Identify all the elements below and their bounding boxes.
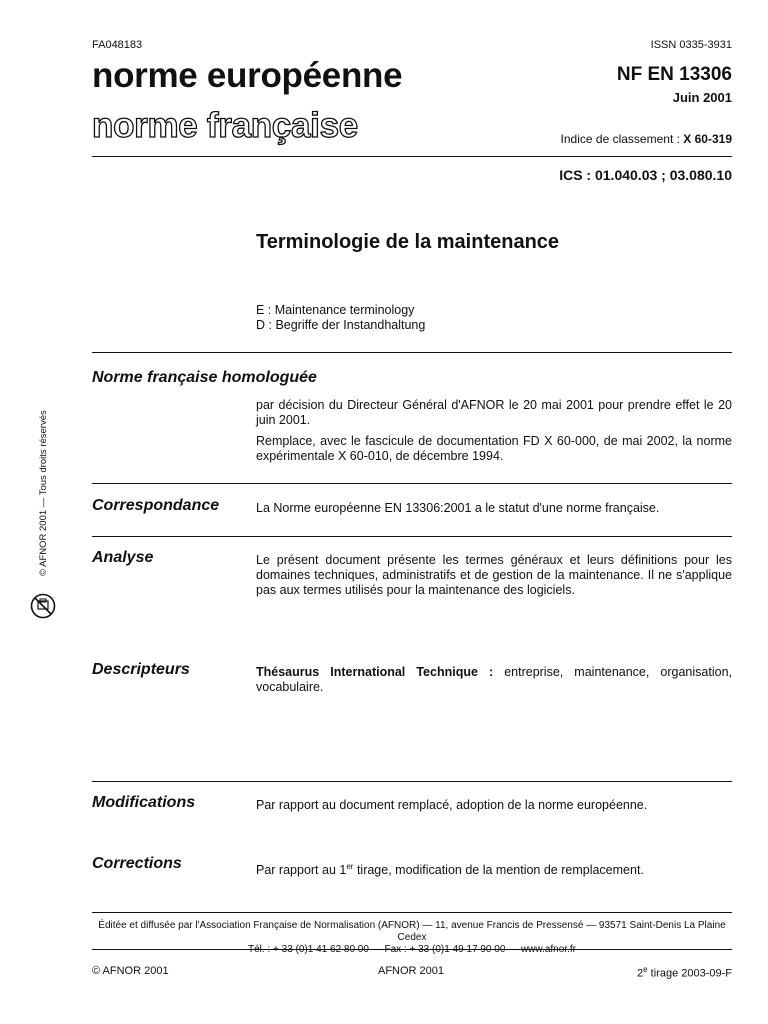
corrections-superscript: er — [346, 862, 354, 871]
descripteurs-values: entreprise, maintenance, organisation, vocabulaire. — [256, 665, 732, 694]
document-reference: FA048183 — [92, 39, 143, 51]
footer-publisher: AFNOR 2001 — [378, 965, 445, 977]
header-rule — [92, 156, 732, 157]
classification-index-value: X 60-319 — [683, 132, 732, 146]
footer-rule — [92, 912, 732, 913]
vertical-copyright-text: © AFNOR 2001 — Tous droits réservés — [38, 410, 49, 576]
section-rule — [92, 536, 732, 537]
translation-english: E : Maintenance terminology — [256, 303, 415, 317]
homologuee-body — [256, 398, 732, 470]
section-rule — [92, 352, 732, 353]
corrections-text-end: tirage, modification de la mention de remplacement. — [353, 863, 644, 878]
tirage-superscript: e — [643, 965, 648, 974]
correspondance-text: La Norme européenne EN 13306:2001 a le statut d'une norme française. — [256, 501, 660, 515]
translations — [256, 303, 425, 333]
publisher-address: Éditée et diffusée par l'Association Française de Normalisation (AFNOR) — 11, avenue Francis de Pressensé — 93571 Saint-Denis La Plaine Cedex — [98, 920, 726, 943]
publisher-contact: Tél. : + 33 (0)1 41 62 80 00 — Fax : + 33 (0)1 49 17 90 00 — www.afnor.fr — [248, 944, 576, 955]
classification-index-label: Indice de classement : — [560, 132, 680, 146]
footer-rule — [92, 949, 732, 950]
corrections-text — [256, 859, 732, 878]
corrections-text-start: Par rapport au 1 — [256, 863, 347, 878]
footer-tirage — [637, 965, 732, 980]
no-photocopy-icon — [30, 593, 56, 619]
homologuee-paragraph-1: par décision du Directeur Général d'AFNOR le 20 mai 2001 pour prendre effet le 20 juin 2001. — [256, 398, 732, 427]
issn-number: ISSN 0335-3931 — [650, 39, 732, 51]
publication-date: Juin 2001 — [672, 90, 732, 105]
tirage-text: tirage 2003-09-F — [647, 967, 732, 980]
modifications-text: Par rapport au document remplacé, adoption de la norme européenne. — [256, 798, 648, 812]
title-norme-francaise: norme française — [92, 106, 358, 145]
vertical-copyright — [38, 410, 49, 576]
analyse-text: Le présent document présente les termes généraux et leurs définitions pour les domaines techniques, administratifs et de gestion de la maintenance. Il ne s'applique pas aux termes utilisés pour la maintenance des logiciels. — [256, 553, 732, 597]
homologuee-paragraph-2: Remplace, avec le fascicule de documentation FD X 60-000, de mai 2002, la norme expérimentale X 60-010, de décembre 1994. — [256, 434, 732, 463]
title-norme-europeenne: norme européenne — [92, 56, 403, 95]
descripteurs-label: Thésaurus International Technique : — [256, 665, 494, 679]
heading-correspondance: Correspondance — [92, 497, 220, 514]
descripteurs-text — [256, 665, 732, 695]
heading-analyse: Analyse — [92, 549, 154, 566]
footer-copyright: © AFNOR 2001 — [92, 965, 169, 977]
classification-index — [561, 132, 732, 146]
heading-modifications: Modifications — [92, 794, 196, 811]
heading-homologuee: Norme française homologuée — [92, 369, 317, 386]
standard-code: NF EN 13306 — [616, 64, 732, 85]
heading-corrections: Corrections — [92, 855, 182, 872]
tirage-number: 2 — [637, 967, 644, 980]
ics-code: ICS : 01.040.03 ; 03.080.10 — [559, 167, 732, 183]
document-title: Terminologie de la maintenance — [256, 231, 560, 253]
translation-german: D : Begriffe der Instandhaltung — [256, 318, 426, 332]
section-rule — [92, 781, 732, 782]
section-rule — [92, 483, 732, 484]
publisher-info — [92, 920, 732, 956]
heading-descripteurs: Descripteurs — [92, 661, 190, 678]
